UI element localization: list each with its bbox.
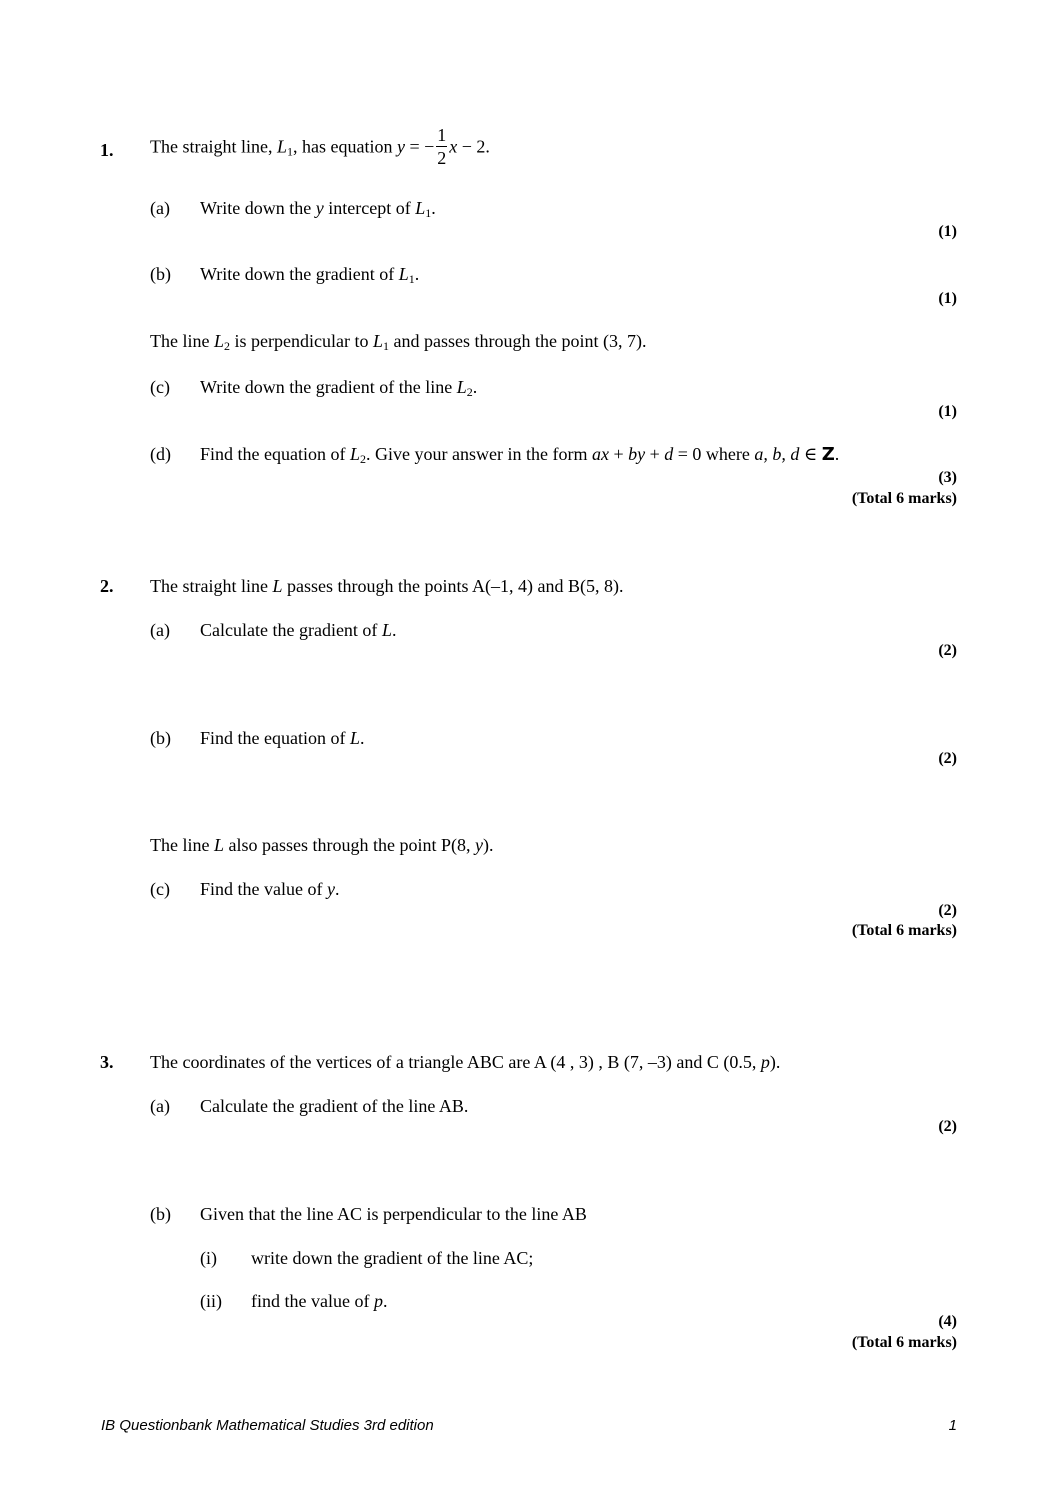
question-2-number: 2. [100, 576, 114, 596]
q3-part-b-label: (b) [150, 1204, 171, 1224]
q2-part-a-label: (a) [150, 620, 170, 640]
q1-part-a-label: (a) [150, 198, 170, 218]
q3-part-b-i-label: (i) [200, 1248, 217, 1268]
q1-part-d-marks: (3) [938, 469, 957, 486]
q3-part-b-ii-label: (ii) [200, 1291, 222, 1311]
q1-part-c-marks: (1) [938, 403, 957, 420]
q2-part-b-text: Find the equation of L. [200, 728, 365, 748]
q1-part-b-label: (b) [150, 264, 171, 284]
q3-part-b-marks: (4) [938, 1313, 957, 1330]
q1-total-marks: (Total 6 marks) [851, 490, 957, 507]
q3-part-a-marks: (2) [938, 1118, 957, 1135]
question-3-stem: The coordinates of the vertices of a triangle ABC are A (4 , 3) , B (7, –3) and C (0.5, p). [150, 1052, 781, 1072]
q2-part-b-label: (b) [150, 728, 171, 748]
q3-part-b-text: Given that the line AC is perpendicular to the line AB [200, 1204, 587, 1224]
q3-part-a-text: Calculate the gradient of the line AB. [200, 1096, 469, 1116]
q2-part-c-label: (c) [150, 879, 170, 899]
q2-part-c-text: Find the value of y. [200, 879, 340, 899]
q2-part-c-marks: (2) [938, 902, 957, 919]
question-3-number: 3. [100, 1052, 114, 1072]
q3-part-b-ii-text: find the value of p. [251, 1291, 388, 1311]
question-2-stem: The straight line L passes through the points A(–1, 4) and B(5, 8). [150, 576, 624, 596]
fraction-one-half: $\frac{1}{2}$ [437, 125, 447, 168]
q2-part-a-marks: (2) [938, 642, 957, 659]
q1-part-a-marks: (1) [938, 223, 957, 240]
q1-part-b-text: Write down the gradient of $L_1$. [200, 264, 420, 286]
q1-part-a-text: Write down the y intercept of $L_1$. [200, 198, 436, 220]
q2-info-text: The line L also passes through the point P(8, y). [150, 835, 494, 855]
q1-part-b-marks: (1) [938, 290, 957, 307]
question-1-number: 1. [100, 140, 114, 160]
q2-part-a-text: Calculate the gradient of L. [200, 620, 397, 640]
q3-total-marks: (Total 6 marks) [851, 1334, 957, 1351]
q3-part-a-label: (a) [150, 1096, 170, 1116]
q2-total-marks: (Total 6 marks) [851, 922, 957, 939]
footer-page-number: 1 [948, 1417, 957, 1434]
q1-part-d-label: (d) [150, 444, 171, 464]
q1-info-text: The line $L_2$ is perpendicular to $L_1$ and passes through the point (3, 7). [150, 331, 647, 353]
question-1-stem: The straight line, $L_1$, has equation y = − $\frac{1}{2}$ x − 2. [150, 125, 490, 168]
q2-part-b-marks: (2) [938, 750, 957, 767]
q1-part-c-text: Write down the gradient of the line $L_2$. [200, 377, 478, 399]
q1-part-c-label: (c) [150, 377, 170, 397]
q3-part-b-i-text: write down the gradient of the line AC; [251, 1248, 534, 1268]
q1-part-d-text: Find the equation of $L_2$. Give your answer in the form ax + by + d = 0 where a, b, d ∈ Z. [200, 444, 840, 466]
footer-title: IB Questionbank Mathematical Studies 3rd edition [101, 1417, 434, 1434]
